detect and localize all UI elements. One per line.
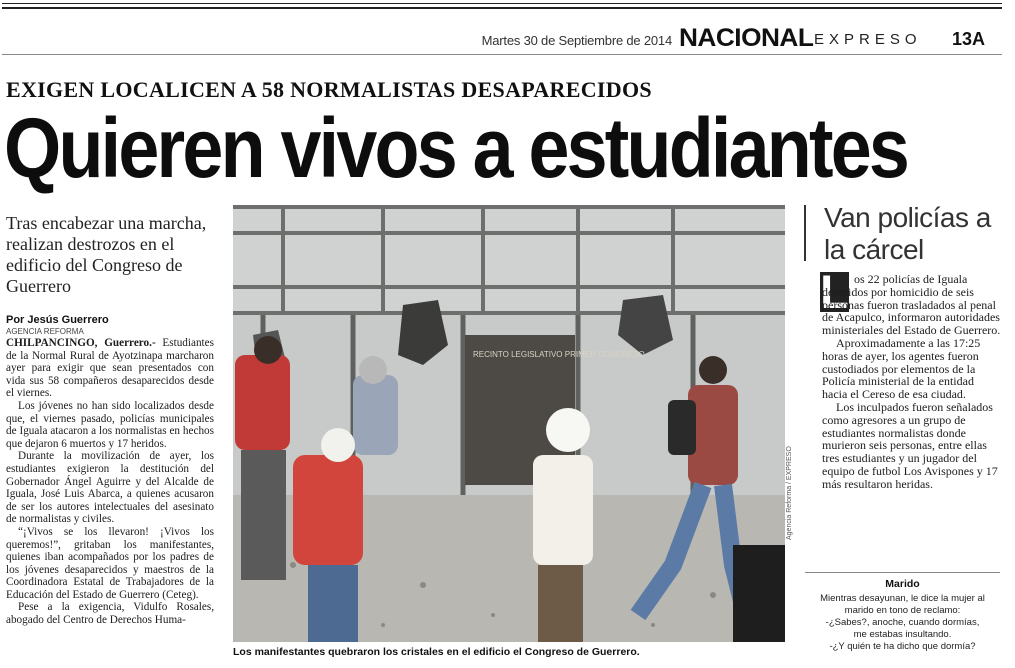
- page-number: 13A: [952, 29, 986, 49]
- article-paragraph: “¡Vivos se los llevaron! ¡Vivos los queremos!”, gritaban los manifestantes, quienes iban acompañados por los padres de los jóvenes desaparecidos y maestros de la Coordinadora Estatal de Trabajadores de la Educación del Estado de Guerrero (Ceteg).: [6, 525, 214, 601]
- sidebar-paragraph: Los inculpados fueron señalados como agresores a un grupo de estudiantes normalistas donde murieron seis personas, entre ellas tres estudiantes y un jugador del equipo de futbol Los Avispones y 17 más resultaron heridas.: [822, 399, 998, 491]
- article-deck: Tras encabezar una marcha, realizan destrozos en el edificio del Congreso de Guerrero: [6, 213, 207, 296]
- byline: Por Jesús Guerrero: [6, 314, 109, 326]
- article-paragraph: Durante la movilización de ayer, los estudiantes exigieron la destitución del Gobernador Ángel Aguirre y del Alcalde de Iguala, José Luis Abarca, a quienes acusaron de ser los autores intelectuales del asesinato de normalistas y civiles.: [6, 450, 214, 526]
- header-divider: [2, 54, 1002, 55]
- sidebar-body: [820, 265, 1002, 491]
- sidebar-paragraph: Aproximadamente a las 17:25 horas de ayer, los agentes fueron custodiados por elementos de la Policía ministerial de la entidad hacia el Cereso de esa ciudad.: [822, 335, 981, 402]
- protest-photo-illustration: [233, 205, 785, 642]
- sidebar-paragraph: os 22 policías de Iguala detenidos por homicidio de seis personas fueron trasladados al penal de Acapulco, informaron autoridades ministeriales del Estado de Guerrero.: [822, 272, 1001, 338]
- joke-title: Marido: [885, 578, 920, 590]
- sidebar-divider: [805, 572, 1000, 573]
- article-body: [6, 337, 214, 627]
- article-paragraph: Pese a la exigencia, Vidulfo Rosales, abogado del Centro de Derechos Huma-: [6, 601, 214, 627]
- section-name: NACIONAL: [679, 24, 814, 52]
- article-paragraph: Los jóvenes no han sido localizados desde que, el viernes pasado, policías municipales de Iguala atacaron a los normalistas en hechos que dejaron 6 muertos y 17 heridos.: [6, 399, 214, 450]
- joke-line: marido en tono de reclamo:: [844, 605, 961, 616]
- joke-line: Mientras desayunan, le dice la mujer al: [820, 593, 985, 604]
- building-sign: RECINTO LEGISLATIVO PRIMER CONGRESO: [473, 350, 645, 359]
- joke-line: -¿Y quién te ha dicho que dormía?: [829, 641, 976, 652]
- photo-caption: Los manifestantes quebraron los cristales en el edificio el Congreso de Guerrero.: [233, 646, 640, 658]
- issue-date: Martes 30 de Septiembre de 2014: [481, 33, 672, 48]
- photo-credit: Agencia Reforma / EXPRESO: [786, 446, 793, 540]
- joke-line: -¿Sabes?, anoche, cuando dormías,: [825, 617, 980, 628]
- top-rule-thick: [2, 7, 1002, 9]
- dateline: CHILPANCINGO, Guerrero.-: [6, 337, 156, 349]
- joke-line: me estabas insultando.: [853, 629, 952, 640]
- article-paragraph: CHILPANCINGO, Guerrero.- Estudiantes de la Normal Rural de Ayotzinapa marcharon ayer para exigir que sean presentados con vida sus 58 compañeros desaparecidos desde el viernes.: [6, 337, 214, 400]
- main-headline: Quieren vivos a estudiantes: [4, 101, 908, 195]
- joke-text: [805, 593, 1000, 653]
- news-photo: [233, 205, 785, 642]
- newspaper-brand: EXPRESO: [814, 31, 922, 48]
- sidebar-accent-rule: [804, 205, 806, 261]
- dropcap: L: [820, 265, 849, 318]
- agency-credit: AGENCIA REFORMA: [6, 327, 84, 336]
- kicker-headline: EXIGEN LOCALICEN A 58 NORMALISTAS DESAPARECIDOS: [6, 77, 652, 102]
- top-rule: [2, 3, 1002, 4]
- sidebar-title: Van policías a la cárcel: [824, 202, 991, 265]
